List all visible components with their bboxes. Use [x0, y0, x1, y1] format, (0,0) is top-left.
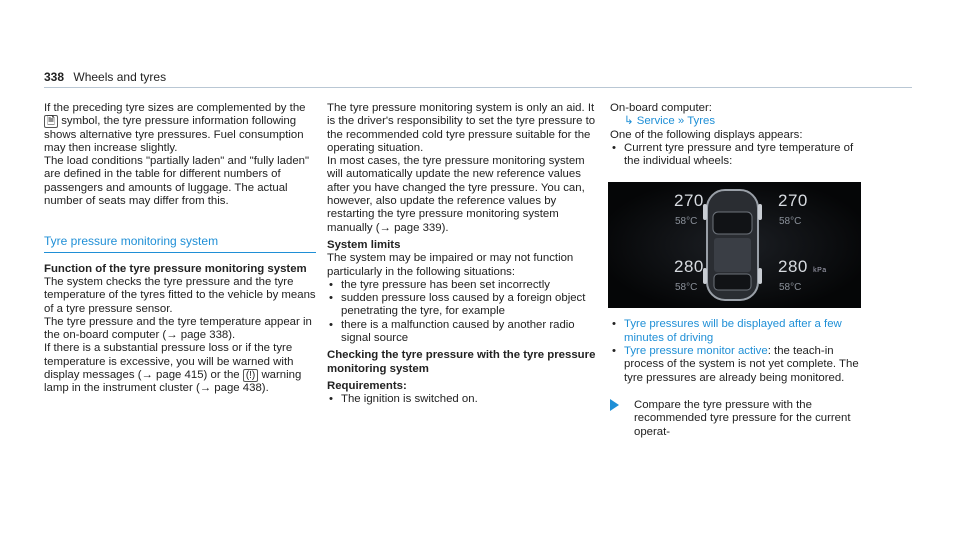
front-right-pressure: 270	[778, 191, 808, 211]
requirements-heading: Requirements:	[327, 379, 407, 392]
message-display-after-driving: Tyre pressures will be displayed after a few minutes of driving	[624, 318, 842, 344]
display-options-list	[610, 142, 872, 169]
paragraph-system-checks: The system checks the tyre pressure and the tyre temperature of the tyres fitted to the vehicle by means of a tyre pressure sensor.	[44, 275, 316, 315]
limits-list	[327, 279, 599, 345]
car-top-view-icon	[608, 182, 861, 308]
subheading-system-limits: System limits	[327, 238, 401, 251]
list-item	[610, 318, 872, 345]
front-left-temperature: 58°C	[675, 216, 698, 228]
instruction-text: Compare the tyre pressure with the recommended tyre pressure for the current operat-	[634, 398, 851, 438]
front-left-pressure: 270	[674, 191, 704, 211]
tyre-pressure-display	[608, 182, 861, 308]
instruction-step	[610, 399, 872, 439]
subheading-checking: Checking the tyre pressure with the tyre pressure monitoring system	[327, 349, 596, 375]
message-monitor-active: Tyre pressure monitor active	[624, 345, 768, 358]
paragraph-aid: The tyre pressure monitoring system is only an aid. It is the driver's responsibility to set the tyre pressure to the recommended cold tyre pressure suitable for the operating situation.	[327, 102, 596, 154]
submenu-arrow-icon: ↳	[624, 115, 634, 128]
list-item: • the tyre pressure has been set incorrectly	[327, 279, 599, 292]
pressure-unit: kPa	[813, 267, 827, 275]
menu-path	[610, 115, 872, 128]
paragraph-warning: If there is a substantial pressure loss or if the tyre temperature is excessive, you will be warned with display messages (→ page 415) or the (!) warning lamp in the instrument cluster (→ page 438).	[44, 342, 302, 395]
paragraph-tyre-sizes: If the preceding tyre sizes are complemented by the 🗎 symbol, the tyre pressure information following shows alternative tyre pressures. Fuel consumption may then increase slightly.	[44, 102, 306, 154]
menu-item-tyres: Tyres	[687, 115, 716, 128]
column-2	[327, 102, 599, 407]
displays-intro: One of the following displays appears:	[610, 128, 803, 141]
rear-right-pressure: 280 kPa	[778, 257, 827, 277]
tyre-info-label-icon: 🗎	[44, 115, 58, 128]
list-item: • there is a malfunction caused by another radio signal source	[327, 319, 599, 346]
onboard-intro: On-board computer:	[610, 102, 712, 114]
subheading-function: Function of the tyre pressure monitoring system	[44, 262, 307, 275]
section-heading-tpms: Tyre pressure monitoring system	[44, 235, 316, 252]
double-chevron-icon: »	[677, 115, 685, 128]
step-arrow-icon	[610, 399, 619, 411]
requirements-list	[327, 393, 599, 406]
paragraph-update: In most cases, the tyre pressure monitoring system will automatically update the new reference values after you have changed the tyre pressure. You can, however, also update the reference values by restarting the tyre pressure monitoring system manually (→ page 339).	[327, 155, 585, 234]
page-number: 338	[44, 70, 65, 84]
paragraph-load-conditions: The load conditions "partially laden" and "fully laden" are defined in the table for different numbers of passengers and amounts of luggage. The actual number of seats may differ from this.	[44, 155, 310, 208]
header-rule	[44, 87, 912, 88]
paragraph-display: The tyre pressure and the tyre temperature appear in the on-board computer (→ page 338).	[44, 315, 312, 342]
front-right-temperature: 58°C	[779, 216, 802, 228]
rear-right-temperature: 58°C	[779, 282, 802, 294]
menu-item-service: Service	[636, 115, 675, 128]
list-item: • The ignition is switched on.	[327, 393, 599, 406]
section-title: Wheels and tyres	[73, 70, 167, 84]
tyre-pressure-warning-icon: (!)	[243, 369, 258, 382]
rear-left-pressure: 280	[674, 257, 704, 277]
list-item: • Current tyre pressure and tyre temperature of the individual wheels:	[610, 142, 872, 169]
messages-list	[610, 318, 872, 384]
column-1	[44, 102, 316, 396]
page-header	[44, 70, 166, 84]
limits-intro: The system may be impaired or may not function particularly in the following situations:	[327, 252, 574, 278]
rear-left-temperature: 58°C	[675, 282, 698, 294]
list-item: • sudden pressure loss caused by a foreign object penetrating the tyre, for example	[327, 292, 599, 319]
list-item: • Tyre pressure monitor active: the teach-in process of the system is not yet complete. The tyre pressures are already being monitored.	[610, 345, 872, 385]
column-3	[610, 102, 872, 439]
